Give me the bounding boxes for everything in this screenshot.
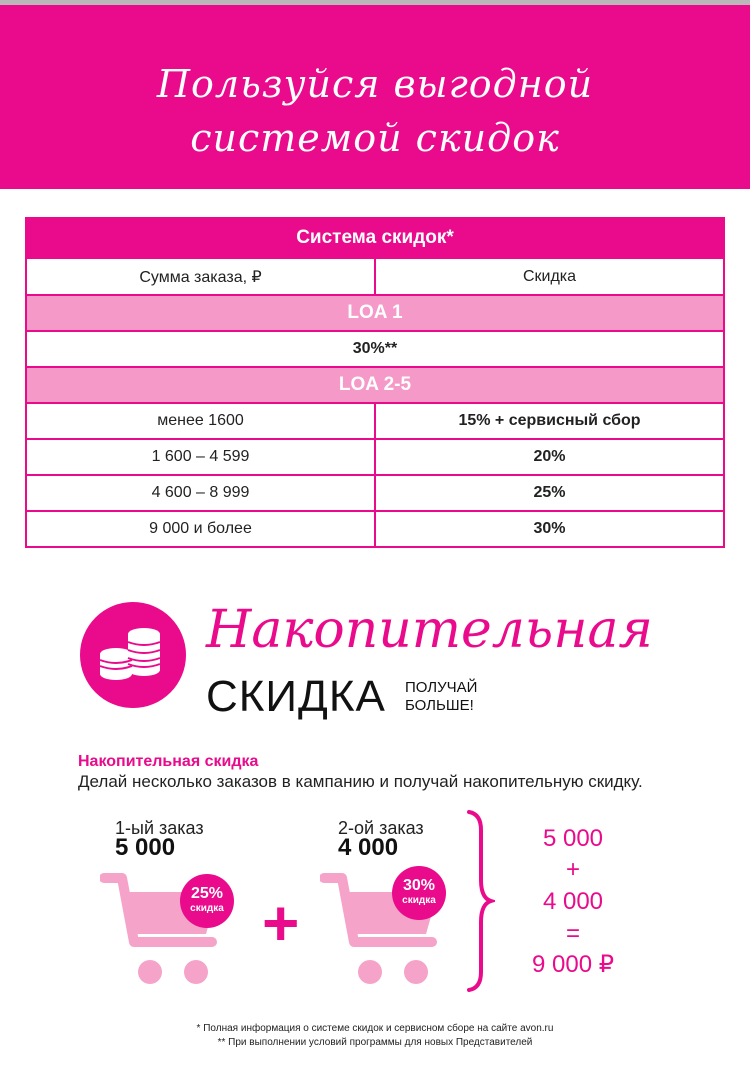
row-discount: 30% [375,511,724,547]
order2-discount-badge [392,866,446,920]
row-amount: 4 600 – 8 999 [26,475,375,511]
cumulative-big-word: СКИДКА [206,672,386,721]
row-discount: 15% + сервисный сбор [375,403,724,439]
banner-title-line1: Пользуйся выгодной [156,62,594,106]
footnote-1: * Полная информация о системе скидок и сервисном сборе на сайте avon.ru [196,1023,554,1034]
table-title: Система скидок* [26,218,724,258]
sum-plus: + [565,856,580,883]
column-header-amount: Сумма заказа, ₽ [26,258,375,295]
cumulative-heading: Накопительная скидка [78,753,259,770]
order1-discount-badge [180,874,234,928]
cumulative-tagline [405,679,477,715]
order1-badge-label: скидка [190,903,224,914]
row-amount: 9 000 и более [26,511,375,547]
order2-badge-label: скидка [402,895,436,906]
cumulative-description: Делай несколько заказов в кампанию и получай накопительную скидку. [78,772,643,791]
tagline-line1: ПОЛУЧАЙ [405,679,478,696]
order2-badge-pct: 30% [402,877,436,894]
cumulative-script-title: Накопительная [206,600,653,660]
order2-amount: 4 000 [338,834,399,861]
banner-title [0,57,750,165]
row-discount: 25% [375,475,724,511]
table-row [26,439,724,475]
row-discount: 20% [375,439,724,475]
banner-title-line2: системой скидок [190,116,560,160]
sum-order2: 4 000 [542,888,604,915]
sum-equals: = [565,920,580,947]
footnote-2: ** При выполнении условий программы для новых Представителей [217,1037,533,1048]
level-loa2-5: LOA 2-5 [26,367,724,403]
sum-order1: 5 000 [542,825,604,852]
order1-amount: 5 000 [115,834,176,861]
header-banner [0,5,750,189]
loa1-discount: 30%** [26,331,724,367]
sum-total: 9 000 ₽ [532,951,614,978]
row-amount: 1 600 – 4 599 [26,439,375,475]
table-row [26,511,724,547]
row-amount: менее 1600 [26,403,375,439]
brace-icon [465,810,495,997]
discount-table [25,217,725,548]
level-loa1: LOA 1 [26,295,724,331]
column-header-discount: Скидка [375,258,724,295]
plus-icon: + [262,887,300,959]
order1-badge-pct: 25% [190,885,224,902]
table-row [26,475,724,511]
coins-icon [80,602,186,708]
order2-label: 2-ой заказ [338,818,424,838]
tagline-line2: БОЛЬШЕ! [405,697,474,714]
order1-label: 1-ый заказ [115,818,204,838]
table-row [26,403,724,439]
